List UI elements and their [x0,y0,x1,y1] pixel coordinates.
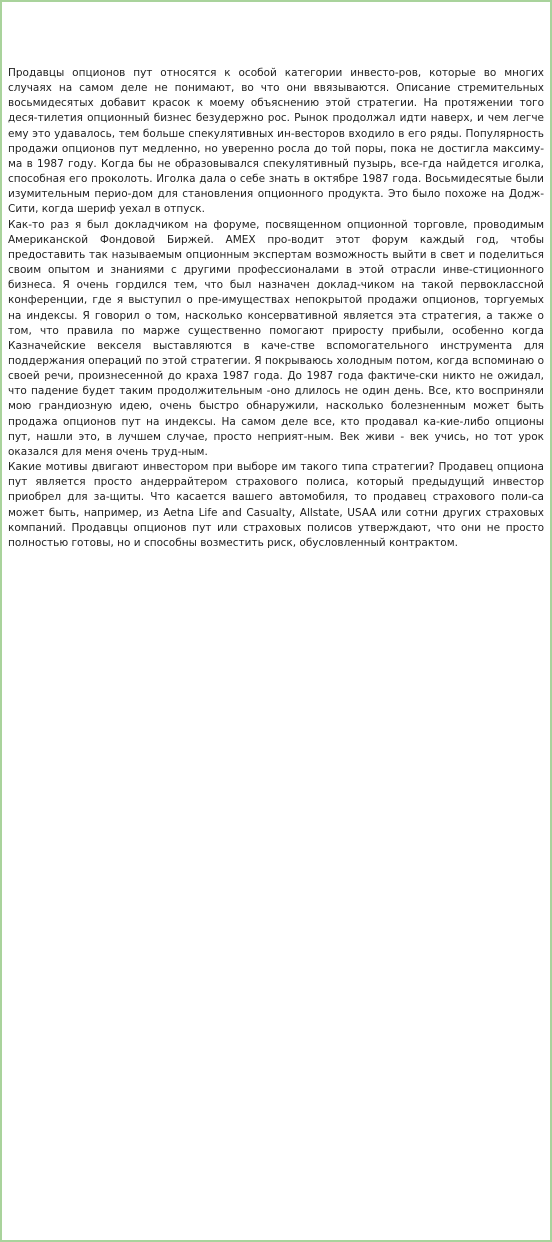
paragraph-2: Как-то раз я был докладчиком на форуме, посвященном опционной торговле, проводимым Американской Фондовой Биржей. AMEX про-водит этот форум каждый год, чтобы предоставить так называемым опционным экспертам возможность выйти в свет и поделиться своим опытом и знаниями с другими профессионалами в этой отрасли инве-стиционного бизнеса. Я очень гордился тем, что был назначен доклад-чиком на такой первоклассной конференции, где я выступил о пре-имуществах непокрытой продажи опционов, торгуемых на индексы. Я говорил о том, насколько консервативной является эта стратегия, а также о том, что правила по марже существенно помогают приросту прибыли, особенно когда Казначейские векселя выставляются в каче-стве вспомогательного инструмента для поддержания операций по этой стратегии. Я покрываюсь холодным потом, когда вспоминаю о своей речи, произнесенной до краха 1987 года. До 1987 года фактиче-ски никто не ожидал, что падение будет таким продолжительным -оно длилось не один день. Все, кто восприняли мою грандиозную идею, очень быстро обнаружили, насколько болезненным может быть продажа опционов пут на индексы. На самом деле все, кто продавал ка-кие-либо опционы пут, нашли это, в лучшем случае, просто неприят-ным. Век живи - век учись, но тот урок оказался для меня очень труд-ным. [8,218,544,458]
article-text [8,66,544,551]
paragraph-3: Какие мотивы двигают инвестором при выборе им такого типа стратегии? Продавец опциона пут является просто андеррайтером страхового полиса, который предыдущий инвестор приобрел для за-щиты. Что касается вашего автомобиля, то продавец страхового поли-са может быть, например, из Aetna Life and Casualty, Allstate, USAA или сотни других страховых компаний. Продавцы опционов пут или страховых полисов утверждают, что они не просто полностью готовы, но и способны возместить риск, обусловленный контрактом. [8,461,544,549]
paragraph-1: Продавцы опционов пут относятся к особой категории инвесто-ров, которые во многих случаях на самом деле не понимают, во что они ввязываются. Описание стремительных восьмидесятых добавит красок к моему объяснению этой стратегии. На протяжении того деся-тилетия опционный бизнес безудержно рос. Рынок продолжал идти наверх, и чем легче ему это удавалось, тем больше спекулятивных ин-весторов входило в его ряды. Популярность продажи опционов пут медленно, но уверенно росла до той поры, пока не достигла максиму-ма в 1987 году. Когда бы не образовывался спекулятивный пузырь, все-гда найдется иголка, способная его проколоть. Иголка дала о себе знать в октябре 1987 года. Восьмидесятые были изумительным перио-дом для становления опционного продукта. Это было похоже на Додж-Сити, когда шериф уехал в отпуск. [8,67,544,216]
